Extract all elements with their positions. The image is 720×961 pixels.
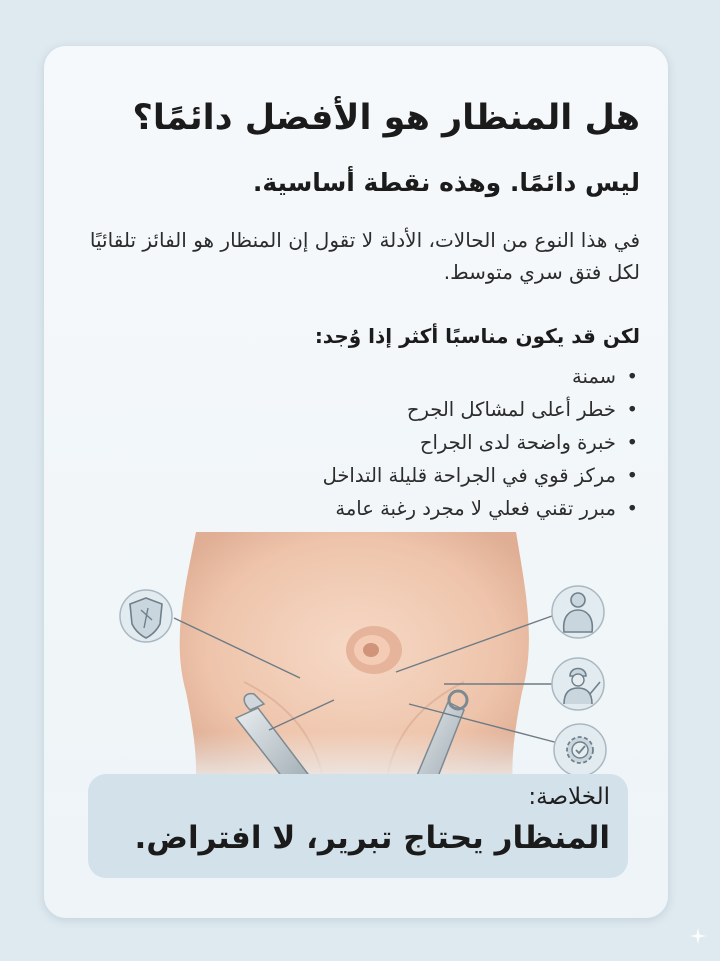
person-icon bbox=[552, 586, 604, 638]
list-item: • مبرر تقني فعلي لا مجرد رغبة عامة bbox=[323, 492, 640, 525]
info-card bbox=[44, 46, 668, 918]
list-item: • خبرة واضحة لدى الجراح bbox=[323, 426, 640, 459]
navel bbox=[346, 626, 402, 674]
card-title: هل المنظار هو الأفضل دائمًا؟ bbox=[132, 98, 640, 138]
gear-check-icon bbox=[554, 724, 606, 776]
sparkle-icon bbox=[690, 928, 706, 944]
conditions-list bbox=[323, 360, 640, 525]
abdomen-illustration bbox=[44, 532, 668, 792]
list-item: • خطر أعلى لمشاكل الجرح bbox=[323, 393, 640, 426]
summary-text: المنظار يحتاج تبرير، لا افتراض. bbox=[134, 820, 610, 856]
surgeon-icon bbox=[552, 658, 604, 710]
intro-paragraph: في هذا النوع من الحالات، الأدلة لا تقول إن المنظار هو الفائز تلقائيًا لكل فتق سري متوسط. bbox=[89, 228, 640, 284]
list-item: • سمنة bbox=[323, 360, 640, 393]
card-subtitle: ليس دائمًا. وهذه نقطة أساسية. bbox=[252, 168, 640, 197]
shield-icon bbox=[120, 590, 172, 642]
summary-label: الخلاصة: bbox=[528, 784, 610, 810]
summary-box bbox=[88, 774, 628, 878]
conditions-lead: لكن قد يكون مناسبًا أكثر إذا وُجد: bbox=[314, 324, 640, 348]
list-item: • مركز قوي في الجراحة قليلة التداخل bbox=[323, 459, 640, 492]
